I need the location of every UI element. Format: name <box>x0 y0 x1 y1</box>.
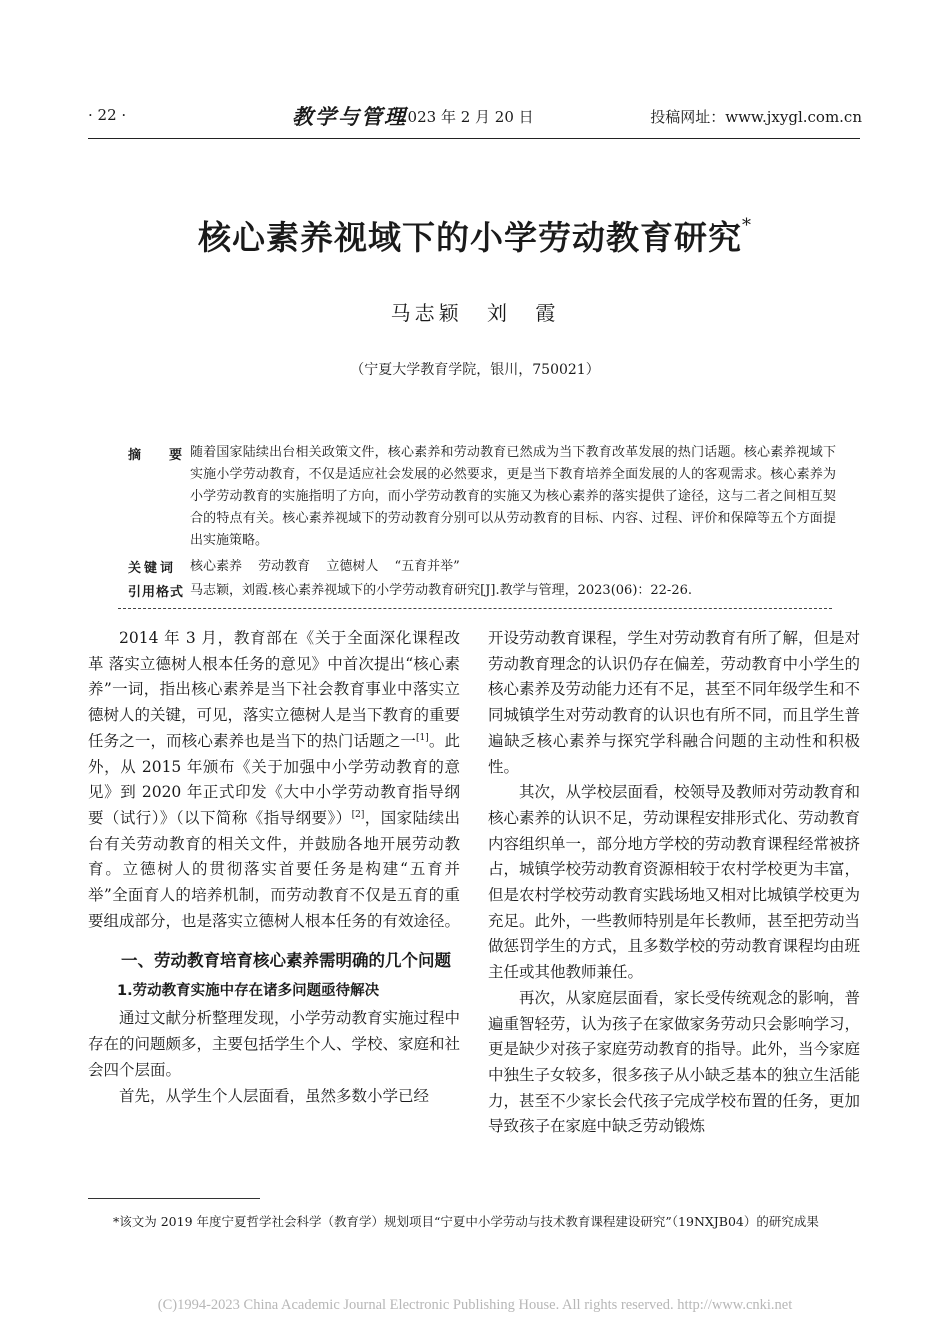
issue-date: 2023 年 2 月 20 日 <box>398 108 534 126</box>
body-column-right <box>488 626 860 1140</box>
page-number: · 22 · <box>88 106 127 124</box>
reference-marker[interactable]: [2] <box>351 809 365 820</box>
header-rule <box>88 138 860 139</box>
keyword: 核心素养 <box>190 559 243 574</box>
keyword: 立德树人 <box>326 559 379 574</box>
abstract-text: 随着国家陆续出台相关政策文件，核心素养和劳动教育已然成为当下教育改革发展的热门话题。核心素养视域下实施小学劳动教育，不仅是适应社会发展的必然要求，更是当下教育培养全面发展的人的客观需求。核心素养为小学劳动教育的实施指明了方向，而小学劳动教育的实施又为核心素养的落实提供了途径，这与二者之间相互契合的特点有关。核心素养视域下的劳动教育分别可以从劳动教育的目标、内容、过程、评价和保障等五个方面提出实施策略。 <box>190 445 836 548</box>
keyword: 劳动教育 <box>258 559 311 574</box>
subsection-heading: 1.劳动教育实施中存在诸多问题亟待解决 <box>117 983 380 1000</box>
citation-label: 引用格式 <box>128 585 185 600</box>
abstract-divider <box>118 608 832 609</box>
journal-name: 教学与管理 <box>292 104 407 129</box>
abstract-label: 摘要 <box>128 448 211 463</box>
body-text: 。此外，从 2015 年颁布《关于加强中小学劳动教育的意见》到 2020 年正式印发《大中小学劳动教育指导纲要（试行）》（以下简称《指导纲要》） <box>88 731 460 827</box>
body-paragraph <box>88 626 460 934</box>
body-paragraph: 通过文献分析整理发现，小学劳动教育实施过程中存在的问题颇多，主要包括学生个人、学校、家庭和社会四个层面。 <box>88 1009 461 1079</box>
funding-footnote: *该文为 2019 年度宁夏哲学社会科学（教育学）规划项目“宁夏中小学劳动与技术教育课程建设研究”（19NXJB04）的研究成果 <box>113 1214 819 1229</box>
reference-marker[interactable]: [1] <box>415 732 429 743</box>
article-title <box>0 212 950 259</box>
article-title-text: 核心素养视域下的小学劳动教育研究 <box>198 218 742 257</box>
body-paragraph: 再次，从家庭层面看，家长受传统观念的影响，普遍重智轻劳，认为孩子在家做家务劳动只会影响学习，更是缺少对孩子家庭劳动教育的指导。此外，当今家庭中独生子女较多，很多孩子从小缺乏基本的独立生活能力，甚至不少家长会代孩子完成学校布置的任务，更加导致孩子在家庭中缺乏劳动锻炼 <box>488 988 861 1136</box>
copyright-notice: (C)1994-2023 China Academic Journal Electronic Publishing House. All rights reserved. http://www.cnki.net <box>157 1297 793 1313</box>
keyword: “五育并举” <box>394 559 460 574</box>
citation-text: 马志颖，刘霞.核心素养视域下的小学劳动教育研究[J].教学与管理，2023(06)：22-26. <box>190 583 692 598</box>
body-text: 2014 年 3 月，教育部在《关于全面深化课程改革 落实立德树人根本任务的意见》中首次提出“核心素养”一词，指出核心素养是当下社会教育事业中落实立德树人的关键，可见，落实立德树人是当下教育的重要任务之一，而核心素养也是当下的热门话题之一 <box>88 629 461 750</box>
body-paragraph: 其次，从学校层面看，校领导及教师对劳动教育和核心素养的认识不足，劳动课程安排形式化、劳动教育内容组织单一，部分地方学校的劳动教育课程经常被挤占，城镇学校劳动教育资源相较于农村学校更为丰富，但是农村学校劳动教育实践场地又相对比城镇学校更为充足。此外，一些教师特别是年长教师，甚至把劳动当做惩罚学生的方式，且多数学校的劳动教育课程均由班主任或其他教师兼任。 <box>488 783 861 982</box>
keywords-list <box>190 555 472 574</box>
section-heading: 一、劳动教育培育核心素养需明确的几个问题 <box>121 951 451 971</box>
keywords-label: 关键词 <box>128 561 177 576</box>
title-footnote-mark: * <box>742 215 752 236</box>
article-authors: 马志颖 刘 霞 <box>390 301 560 325</box>
body-column-left <box>88 626 460 1109</box>
footnote-rule <box>88 1198 260 1199</box>
body-text: ，国家陆续出台有关劳动教育的相关文件，并鼓励各地开展劳动教育。立德树人的贯彻落实首要任务是构建“五育并举”全面育人的培养机制，而劳动教育不仅是五育的重要组成部分，也是落实立德树人根本任务的有效途径。 <box>88 808 461 930</box>
body-paragraph: 开设劳动教育课程，学生对劳动教育有所了解，但是对劳动教育理念的认识仍存在偏差，劳动教育中小学生的核心素养及劳动能力还有不足，甚至不同年级学生和不同城镇学生对劳动教育的认识也有所不同，而且学生普遍缺乏核心素养与探究学科融合问题的主动性和积极性。 <box>488 629 861 776</box>
author-affiliation: （宁夏大学教育学院，银川，750021） <box>350 362 600 378</box>
submission-url: 投稿网址：www.jxygl.com.cn <box>650 108 862 126</box>
body-paragraph: 首先，从学生个人层面看，虽然多数小学已经 <box>119 1086 430 1105</box>
